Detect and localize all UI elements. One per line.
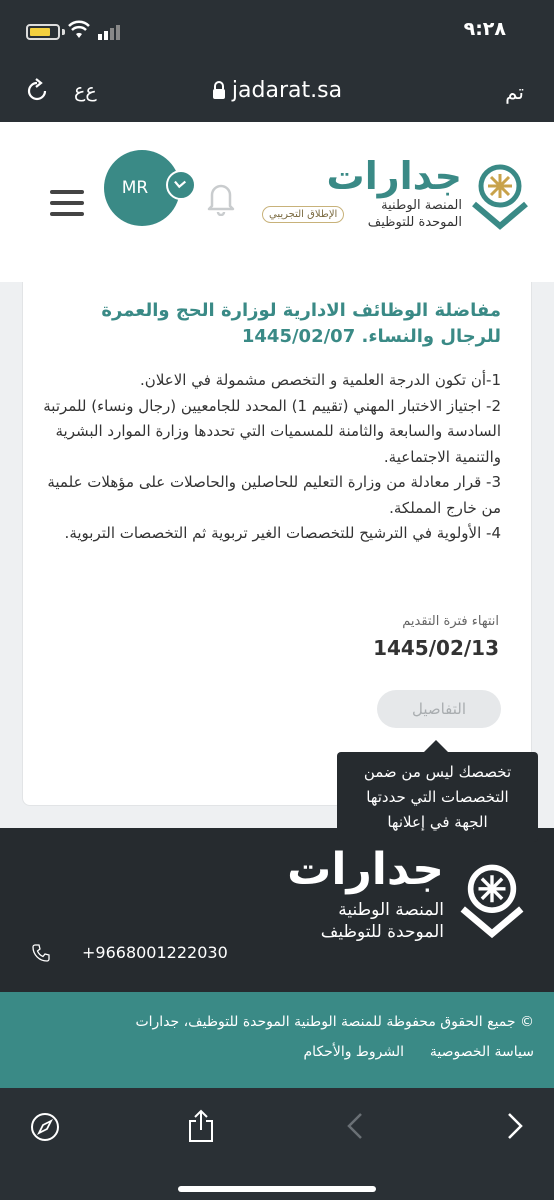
- back-icon[interactable]: [346, 1112, 364, 1140]
- beta-badge: الإطلاق التجريبي: [262, 206, 344, 223]
- status-bar: [0, 0, 554, 62]
- job-card: [22, 282, 532, 806]
- privacy-link[interactable]: سياسة الخصوصية: [429, 1044, 534, 1060]
- menu-icon[interactable]: [50, 190, 84, 216]
- browser-toolbar: [0, 1088, 554, 1200]
- url-text: jadarat.sa: [231, 78, 343, 103]
- url-field[interactable]: [0, 78, 554, 103]
- requirement-item: 2- اجتياز الاختبار المهني (تقييم 1) المحدد للجامعيين (رجال ونساء) للمرتبة السادسة والسابعة والثامنة للمسميات التي تحددها وزارة الموارد البشرية والتنمية الاجتماعية.: [43, 396, 501, 466]
- bell-icon[interactable]: [206, 180, 236, 216]
- done-button[interactable]: تم: [505, 80, 524, 104]
- footer-logo-name: جدارات: [287, 844, 444, 895]
- requirement-item: 4- الأولوية في الترشيح للتخصصات الغير تربوية ثم التخصصات التربوية.: [64, 524, 501, 542]
- deadline-label: انتهاء فترة التقديم: [402, 614, 499, 629]
- site-footer: [0, 828, 554, 992]
- text-size-button[interactable]: ﻉﻉ: [74, 80, 97, 102]
- status-time: ٩:٢٨: [463, 18, 506, 40]
- jadarat-logo-icon[interactable]: [468, 160, 532, 232]
- tooltip-line: الجهة في إعلانها: [387, 813, 488, 831]
- tooltip-line: تخصصك ليس من ضمن: [363, 763, 512, 781]
- logo-name: جدارات: [326, 154, 462, 198]
- compass-icon[interactable]: [30, 1112, 60, 1142]
- footer-logo-subtitle: المنصة الوطنية: [338, 900, 444, 920]
- tooltip-line: التخصصات التي حددتها: [366, 788, 509, 806]
- copyright-bar: [0, 992, 554, 1088]
- chevron-down-icon[interactable]: [166, 170, 196, 200]
- requirement-item: 3- قرار معادلة من وزارة التعليم للحاصلين والحاصلات على مؤهلات علمية من خارج المملكة.: [47, 473, 501, 517]
- requirement-item: 1-أن تكون الدرجة العلمية و التخصص مشمولة في الاعلان.: [140, 371, 501, 389]
- copyright-text: © جميع الحقوق محفوظة للمنصة الوطنية الموحدة للتوظيف، جدارات: [135, 1014, 534, 1030]
- avatar[interactable]: MR: [104, 150, 180, 226]
- job-title[interactable]: مفاضلة الوظائف الادارية لوزارة الحج والعمرة للرجال والنساء. 1445/02/07: [101, 300, 501, 347]
- logo-subtitle: المنصة الوطنية: [381, 198, 462, 213]
- battery-icon: [26, 24, 60, 40]
- phone-icon: [32, 944, 50, 962]
- forward-icon[interactable]: [506, 1112, 524, 1140]
- job-requirements: [39, 368, 501, 547]
- deadline-date: 1445/02/13: [373, 636, 499, 660]
- lock-icon: [212, 81, 226, 99]
- logo-subtitle-2: الموحدة للتوظيف: [367, 215, 462, 230]
- phone-number[interactable]: +9668001222030: [82, 943, 228, 962]
- footer-logo-subtitle-2: الموحدة للتوظيف: [320, 922, 444, 942]
- home-indicator: [178, 1186, 376, 1192]
- tooltip-arrow: [424, 740, 448, 752]
- browser-url-bar: [0, 62, 554, 122]
- tooltip: [337, 752, 538, 842]
- footer-logo-icon: [456, 858, 528, 942]
- share-icon[interactable]: [186, 1108, 216, 1144]
- wifi-icon: [68, 20, 90, 40]
- site-header: [0, 122, 554, 282]
- details-button[interactable]: التفاصيل: [377, 690, 501, 728]
- signal-icon: [98, 24, 120, 40]
- terms-link[interactable]: الشروط والأحكام: [303, 1044, 404, 1060]
